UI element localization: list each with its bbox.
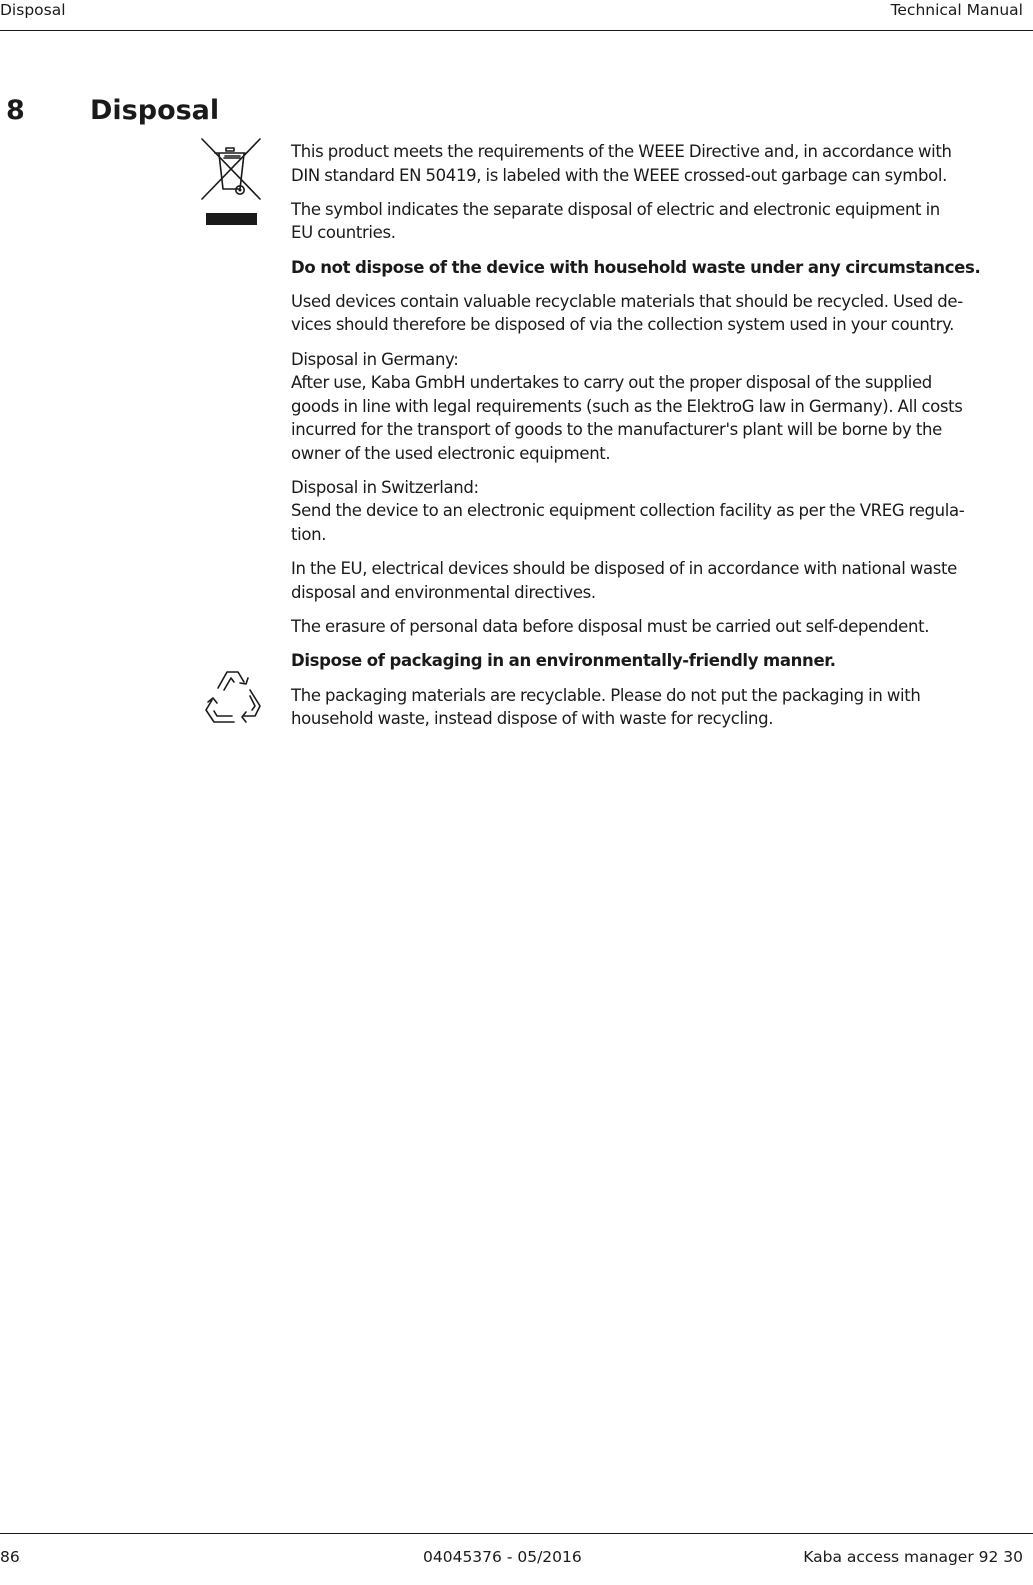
chapter-title: Disposal <box>90 95 220 126</box>
text-line: household waste, instead dispose of with waste for recycling. <box>291 709 774 729</box>
chapter-number: 8 <box>6 95 25 126</box>
text-line: The symbol indicates the separate disposal of electric and electronic equipment in <box>291 199 940 219</box>
weee-crossed-out-bin-icon <box>200 137 262 229</box>
paragraph-disposal-germany <box>291 348 1031 466</box>
text-line: Used devices contain valuable recyclable materials that should be recycled. Used de- <box>291 291 963 311</box>
paragraph-data-erasure: The erasure of personal data before disposal must be carried out self-dependent. <box>291 617 930 637</box>
paragraph-disposal-switzerland <box>291 476 1031 547</box>
text-line: Disposal in Germany: <box>291 349 459 369</box>
text-line: goods in line with legal requirements (such as the ElektroG law in Germany). All costs <box>291 396 963 416</box>
text-line: Send the device to an electronic equipment collection facility as per the VREG regula- <box>291 501 965 521</box>
footer-page-number: 86 <box>0 1548 20 1566</box>
text-line: DIN standard EN 50419, is labeled with the WEEE crossed-out garbage can symbol. <box>291 165 948 185</box>
text-line: In the EU, electrical devices should be disposed of in accordance with national waste <box>291 559 957 579</box>
text-line: Disposal in Switzerland: <box>291 477 479 497</box>
paragraph-weee-directive <box>291 140 1031 187</box>
footer-divider <box>0 1533 1033 1534</box>
text-line: The packaging materials are recyclable. Please do not put the packaging in with <box>291 685 921 705</box>
paragraph-recyclable-materials <box>291 290 1031 337</box>
header-section-title: Disposal <box>0 1 66 19</box>
paragraph-eu-disposal <box>291 557 1031 604</box>
text-line: owner of the used electronic equipment. <box>291 443 611 463</box>
recycling-icon <box>200 666 264 728</box>
text-line: incurred for the transport of goods to the manufacturer's plant will be borne by the <box>291 420 942 440</box>
text-line: EU countries. <box>291 223 396 243</box>
text-line: disposal and environmental directives. <box>291 582 596 602</box>
paragraph-packaging-heading: Dispose of packaging in an environmentally-friendly manner. <box>291 651 836 671</box>
header-divider <box>0 30 1033 31</box>
paragraph-household-warning: Do not dispose of the device with household waste under any circumstances. <box>291 257 981 277</box>
text-line: After use, Kaba GmbH undertakes to carry out the proper disposal of the supplied <box>291 373 932 393</box>
disposal-body-text <box>291 140 1031 741</box>
paragraph-symbol-meaning <box>291 198 1031 245</box>
text-line: tion. <box>291 524 327 544</box>
footer-document-number: 04045376 - 05/2016 <box>423 1548 582 1566</box>
header-manual-title: Technical Manual <box>890 1 1023 19</box>
text-line: This product meets the requirements of the WEEE Directive and, in accordance with <box>291 142 952 161</box>
footer-product-name: Kaba access manager 92 30 <box>803 1548 1023 1566</box>
text-line: vices should therefore be disposed of via the collection system used in your country. <box>291 315 955 335</box>
paragraph-packaging-recycling <box>291 684 1031 731</box>
